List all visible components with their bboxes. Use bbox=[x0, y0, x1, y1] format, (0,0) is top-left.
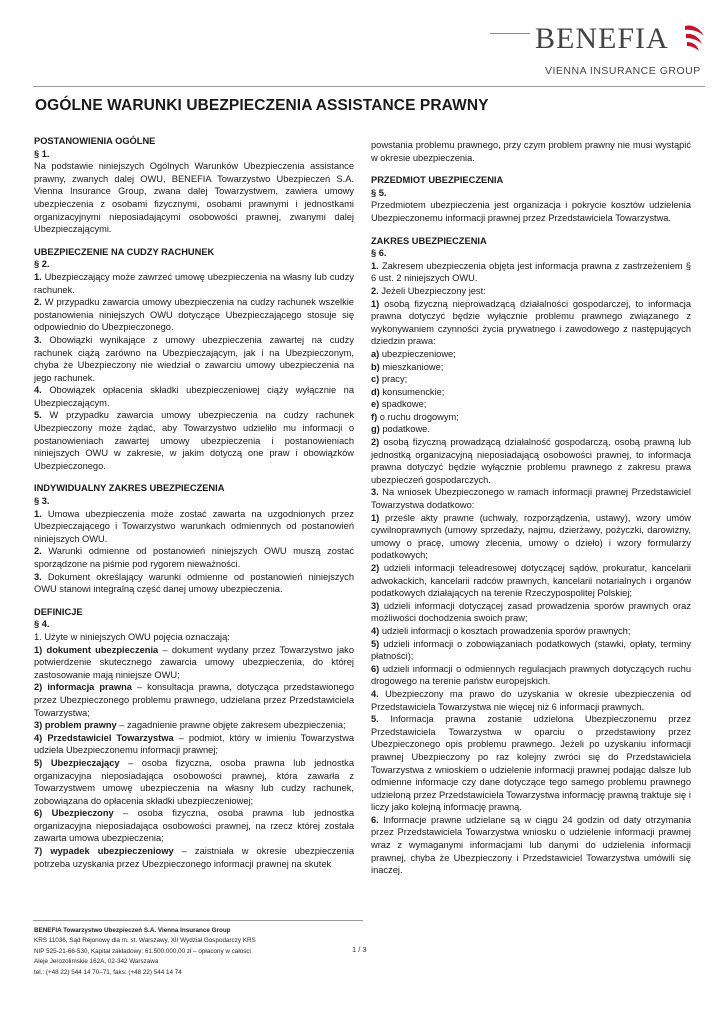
clause: 1. Umowa ubezpieczenia może zostać zawarta na uzgodnionych przez Ubezpieczającego i Towarzystwo warunkach odmiennych od postanowień niniejszych OWU. bbox=[34, 508, 354, 544]
section-text: Na podstawie niniejszych Ogólnych Warunków Ubezpieczenia assistance prawny, zwanych dalej OWU, BENEFIA Towarzystwo Ubezpieczeń S.A. Vienna Insurance Group, zwana dalej Towarzystwem, zawiera umowy ubezpieczenia z osobami fizycznymi, osobami prawnymi i jednostkami organizacyjnymi nieposiadającymi osobowości prawnej, zwanymi dalej Ubezpieczającymi. bbox=[34, 161, 354, 235]
section-heading: UBEZPIECZENIE NA CUDZY RACHUNEK bbox=[34, 246, 215, 257]
clause: 2. W przypadku zawarcia umowy ubezpieczenia na cudzy rachunek wszelkie postanowienia niniejszych OWU dotyczące Ubezpieczającego stosuje się odpowiednio do Ubezpieczonego. bbox=[34, 297, 354, 333]
brand-tagline: VIENNA INSURANCE GROUP bbox=[545, 65, 701, 77]
clause: 2. Jeżeli Ubezpieczony jest: bbox=[371, 285, 486, 296]
clause: 5. Informacja prawna zostanie udzielona Ubezpieczonemu przez Przedstawiciela Towarzystwa w oparciu o przedstawiony przez Ubezpieczonego opis problemu prawnego. Jeżeli po uzyskaniu informacji prawnej Ubezpieczony po raz kolejny zwróci się do Przedstawiciela Towarzystwa z wnioskiem o udzielenie informacji prawnej podając dalsze lub odmienne informacje czy dane dotyczące tego samego problemu prawnego udzieloną przez Przedstawiciela Towarzystwa informację prawną traktuje się i liczy jako kolejną informację prawną. bbox=[371, 714, 691, 813]
footer bbox=[34, 926, 256, 978]
clause: 3) udzieli informacji dotyczącej zasad prowadzenia sporów prawnych oraz możliwości dochodzenia swoich praw; bbox=[371, 600, 691, 624]
brand-logo-text: BENEFIA bbox=[535, 22, 669, 55]
clause: 3. Na wniosek Ubezpieczonego w ramach informacji prawnej Przedstawiciel Towarzystwa dodatkowo: bbox=[371, 487, 692, 511]
clause: 5) udzieli informacji o zobowiązaniach podatkowych (stawki, opłaty, terminy płatności); bbox=[371, 638, 691, 662]
footer-divider bbox=[33, 920, 363, 921]
paragraph-number: § 2. bbox=[34, 259, 50, 270]
clause: 2) udzieli informacji teleadresowej dotyczącej sądów, prokuratur, kancelarii adwokackich, kancelarii radców prawnych, kancelarii notarialnych i organów podatkowych działających na terenie Rzeczypospolitej Polskiej; bbox=[371, 563, 691, 599]
clause: 4. Obowiązek opłacenia składki ubezpieczeniowej ciąży wyłącznie na Ubezpieczającym. bbox=[34, 385, 354, 408]
footer-line: NIP 525-21-66-530, Kapitał zakładowy: 61.500.000,00 zł – opłacony w całości bbox=[34, 947, 251, 955]
brand-swoosh-icon bbox=[682, 20, 708, 56]
left-column bbox=[34, 135, 354, 870]
clause: 6) udzieli informacji o odmiennych regulacjach prawnych dotyczących ruchu drogowego na terenie państw europejskich. bbox=[371, 663, 691, 687]
paragraph-number: § 3. bbox=[34, 496, 50, 507]
footer-line: tel.: (+48 22) 544 14 70–71, faks: (+48 22) 544 14 74 bbox=[34, 968, 182, 976]
footer-line: KRS 11036, Sąd Rejonowy dla m. st. Warszawy, XII Wydział Gospodarczy KRS bbox=[34, 937, 256, 945]
clause: 4) udzieli informacji o kosztach prowadzenia sporów prawnych; bbox=[371, 625, 631, 636]
list-item: b) mieszkaniowe; bbox=[371, 361, 444, 372]
clause: 1. Zakresem ubezpieczenia objęta jest informacja prawna z zastrzeżeniem § 6 ust. 2 niniejszych OWU. bbox=[371, 260, 691, 284]
section-text: powstania problemu prawnego, przy czym problem prawny nie musi wystąpić w okresie ubezpieczenia. bbox=[371, 140, 691, 163]
clause: 4. Ubezpieczony ma prawo do uzyskania w okresie ubezpieczenia od Przedstawiciela Towarzystwa nie więcej niż 6 informacji prawnych. bbox=[371, 688, 691, 712]
list-item: f) o ruchu drogowym; bbox=[371, 411, 459, 422]
list-item: g) podatkowe. bbox=[371, 424, 430, 435]
paragraph-number: § 1. bbox=[34, 148, 50, 159]
logo-rule bbox=[490, 33, 530, 34]
clause: 2. Warunki odmienne od postanowień niniejszych OWU muszą zostać sporządzone na piśmie pod rygorem nieważności. bbox=[34, 546, 354, 569]
section-heading: INDYWIDUALNY ZAKRES UBEZPIECZENIA bbox=[34, 483, 225, 494]
footer-line: Aleje Jerozolimskie 162A, 02-342 Warszawa bbox=[34, 958, 159, 966]
clause: 1) osobą fizyczną nieprowadzącą działalności gospodarczej, to informacja prawna dotyczyć będzie wyłącznie problemu prawnego związanego z wykonywaniem czynności życia prywatnego i zawodowego z następujących dziedzin prawa: bbox=[371, 298, 691, 347]
clause: 1. Użyte w niniejszych OWU pojęcia oznaczają: bbox=[34, 631, 230, 642]
document-title: OGÓLNE WARUNKI UBEZPIECZENIA ASSISTANCE PRAWNY bbox=[35, 97, 489, 114]
clause: 1) prześle akty prawne (uchwały, rozporządzenia, ustawy), wzory umów cywilnoprawnych (umowy sprzedaży, najmu, dzierżawy, pożyczki, darowizny, umowy o pracę, umowy zlecenia, umowy o dzieło) i wzory formularzy podatkowych; bbox=[371, 512, 691, 561]
section-heading: ZAKRES UBEZPIECZENIA bbox=[371, 235, 487, 246]
header-divider bbox=[33, 86, 705, 87]
section-heading: POSTANOWIENIA OGÓLNE bbox=[34, 136, 156, 146]
paragraph-number: § 5. bbox=[371, 187, 387, 198]
definition: 5) Ubezpieczający – osoba fizyczna, osoba prawna lub jednostka organizacyjna nieposiadająca osobowości prawnej, która zawarła z Towarzystwem umowę ubezpieczenia na własny lub cudzy rachunek, zobowiązana do opłacenia składki ubezpieczeniowej; bbox=[34, 757, 354, 806]
clause: 1. Ubezpieczający może zawrzeć umowę ubezpieczenia na własny lub cudzy rachunek. bbox=[34, 271, 354, 295]
clause: 5. W przypadku zawarcia umowy ubezpieczenia na cudzy rachunek Ubezpieczony może żądać, aby Towarzystwo udzieliło mu informacji o postanowieniach zawartej umowy ubezpieczenia i postanowieniach niniejszych OWU w zakresie, w jakim dotyczą one praw i obowiązków Ubezpieczonego. bbox=[34, 410, 354, 471]
paragraph-number: § 6. bbox=[371, 248, 387, 259]
list-item: c) pracy; bbox=[371, 374, 408, 385]
clause: 6. Informacje prawne udzielane są w ciągu 24 godzin od daty otrzymania przez Przedstawiciela Towarzystwa wniosku o udzielenie informacji prawnej wraz z wymaganymi informacjami lub danymi do udzielenia informacji prawnej, chyba że Ubezpieczony i Przedstawiciel Towarzystwa umówili się inaczej. bbox=[371, 814, 691, 876]
list-item: d) konsumenckie; bbox=[371, 386, 445, 397]
page-number: 1 / 3 bbox=[352, 945, 367, 954]
list-item: e) spadkowe; bbox=[371, 399, 427, 410]
footer-company: BENEFIA Towarzystwo Ubezpieczeń S.A. Vienna Insurance Group bbox=[34, 927, 231, 934]
definition: 2) informacja prawna – konsultacja prawna, dotycząca przedstawionego przez Ubezpieczonego problemu prawnego, udzielana przez Przedstawiciela Towarzystwa; bbox=[34, 682, 355, 718]
section-heading: PRZEDMIOT UBEZPIECZENIA bbox=[371, 175, 504, 186]
definition: 7) wypadek ubezpieczeniowy – zaistniała w okresie ubezpieczenia potrzeba uzyskania przez Ubezpieczonego informacji prawnej na skutek bbox=[34, 846, 355, 869]
definition: 1) dokument ubezpieczenia – dokument wydany przez Towarzystwo jako potwierdzenie skutecznego zawarcia umowy ubezpieczenia, do której zastosowanie mają niniejsze OWU; bbox=[34, 644, 354, 680]
section-text: Przedmiotem ubezpieczenia jest organizacja i pokrycie kosztów udzielenia Ubezpieczonemu informacji prawnej przez Przedstawiciela Towarzystwa. bbox=[371, 200, 691, 223]
definition: 3) problem prawny – zagadnienie prawne objęte zakresem ubezpieczenia; bbox=[34, 720, 346, 731]
definition: 6) Ubezpieczony – osoba fizyczna, osoba prawna lub jednostka organizacyjna nieposiadająca osobowości prawnej, na rzecz której została zawarta umowa ubezpieczenia; bbox=[34, 808, 354, 844]
list-item: a) ubezpieczeniowe; bbox=[371, 348, 456, 359]
right-column bbox=[371, 139, 691, 877]
definition: 4) Przedstawiciel Towarzystwa – podmiot, który w imieniu Towarzystwa udziela Ubezpieczonemu informacji prawnej; bbox=[34, 732, 355, 756]
clause: 3. Dokument określający warunki odmienne od postanowień niniejszych OWU stanowi integralną część danej umowy ubezpieczenia. bbox=[34, 571, 354, 595]
section-heading: DEFINICJE bbox=[34, 606, 83, 617]
clause: 3. Obowiązki wynikające z umowy ubezpieczenia zawartej na cudzy rachunek ciążą zarówno na Ubezpieczającym, jak i na Ubezpieczonym, chyba że Ubezpieczony nie wiedział o zawarciu umowy ubezpieczenia na jego rachunek. bbox=[34, 334, 354, 383]
clause: 2) osobą fizyczną prowadzącą działalność gospodarczą, osobą prawną lub jednostką organizacyjną nieposiadającą osobowości prawnej, to informacja prawna dotyczyć będzie wyłącznie problemu prawnego z zakresu prawa ubezpieczeń gospodarczych. bbox=[371, 437, 691, 485]
paragraph-number: § 4. bbox=[34, 619, 50, 630]
